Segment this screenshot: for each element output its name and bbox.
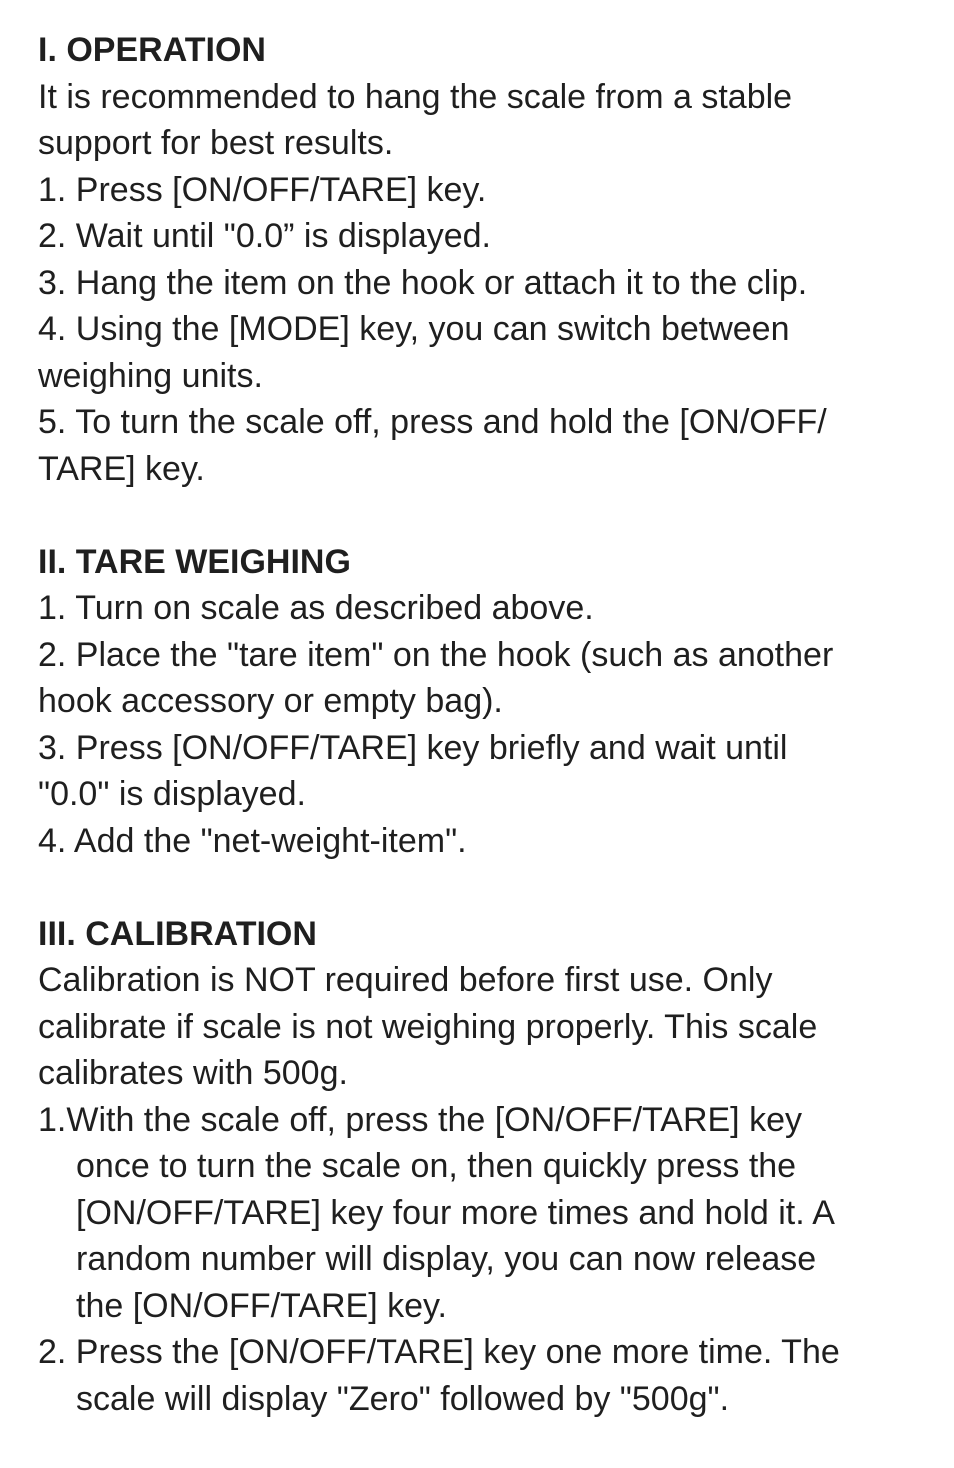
calibration-step-1-line-2: once to turn the scale on, then quickly press the — [76, 1147, 797, 1185]
tare-step-1: 1. Turn on scale as described above. — [38, 589, 594, 627]
calibration-step-1-line-5: the [ON/OFF/TARE] key. — [76, 1286, 447, 1325]
tare-weighing-section — [38, 539, 924, 865]
operation-step-5-line-2: TARE] key. — [38, 449, 205, 488]
calibration-step-1-line-3: [ON/OFF/TARE] key four more times and hold it. A — [76, 1193, 835, 1232]
operation-step-2: 2. Wait until "0.0” is displayed. — [38, 217, 492, 255]
operation-heading: I. OPERATION — [38, 31, 266, 69]
operation-step-4-line-2: weighing units. — [38, 356, 263, 395]
tare-step-2-line-1: 2. Place the "tare item" on the hook (such as another — [38, 635, 834, 674]
calibration-intro-line-2: calibrate if scale is not weighing properly. This scale — [38, 1007, 818, 1046]
calibration-step-1-line-1: 1.With the scale off, press the [ON/OFF/TARE] key — [38, 1100, 802, 1139]
operation-intro-line-2: support for best results. — [38, 124, 394, 162]
tare-step-4: 4. Add the "net-weight-item". — [38, 821, 467, 860]
operation-step-4-line-1: 4. Using the [MODE] key, you can switch between — [38, 310, 790, 348]
operation-step-1: 1. Press [ON/OFF/TARE] key. — [38, 170, 487, 209]
tare-step-2-line-2: hook accessory or empty bag). — [38, 682, 503, 720]
calibration-section — [38, 911, 924, 1423]
operation-step-3: 3. Hang the item on the hook or attach it to the clip. — [38, 263, 808, 302]
operation-step-5-line-1: 5. To turn the scale off, press and hold the [ON/OFF/ — [38, 403, 827, 441]
tare-step-3-line-2: "0.0" is displayed. — [38, 775, 306, 813]
calibration-intro-line-1: Calibration is NOT required before first use. Only — [38, 961, 773, 999]
calibration-heading: III. CALIBRATION — [38, 914, 317, 953]
tare-weighing-heading: II. TARE WEIGHING — [38, 542, 351, 581]
tare-step-3-line-1: 3. Press [ON/OFF/TARE] key briefly and wait until — [38, 728, 788, 767]
calibration-step-1-line-4: random number will display, you can now release — [76, 1240, 817, 1278]
operation-section — [38, 27, 924, 492]
section-spacer — [38, 864, 924, 911]
operation-intro-line-1: It is recommended to hang the scale from a stable — [38, 77, 793, 116]
section-spacer — [38, 492, 924, 539]
calibration-step-2-line-1: 2. Press the [ON/OFF/TARE] key one more time. The — [38, 1333, 840, 1371]
calibration-step-2-line-2: scale will display "Zero" followed by "500g". — [76, 1379, 730, 1418]
calibration-intro-line-3: calibrates with 500g. — [38, 1054, 348, 1092]
